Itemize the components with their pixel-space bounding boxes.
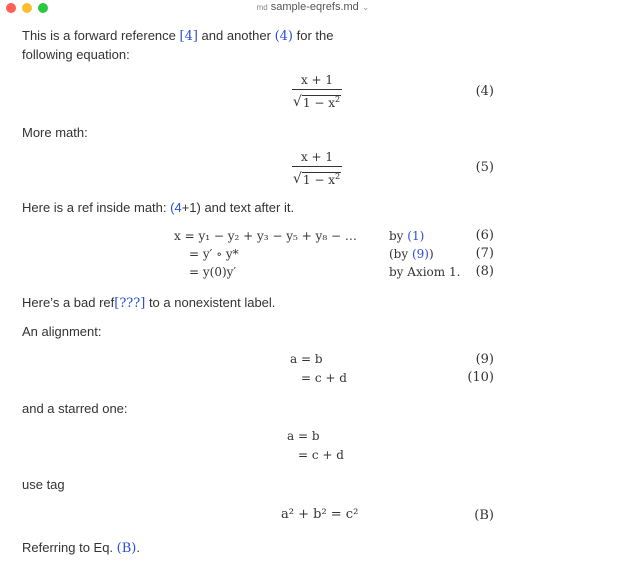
more-math-label: More math: bbox=[22, 125, 88, 140]
paragraph-forward-ref bbox=[22, 26, 352, 46]
text: Referring to Eq. bbox=[22, 540, 117, 555]
equation-tag-5: (5) bbox=[475, 160, 494, 175]
ref-link-b[interactable]: (B) bbox=[116, 541, 137, 556]
fraction-numerator: x + 1 bbox=[300, 73, 334, 87]
radicand: 1 − x bbox=[302, 96, 335, 110]
align-annotation-7 bbox=[389, 245, 434, 263]
ref-link-4-bracket[interactable]: [4] bbox=[179, 29, 198, 44]
text: ) bbox=[428, 247, 434, 261]
starred-label: and a starred one: bbox=[22, 401, 128, 416]
sqrt-icon: √ bbox=[292, 94, 302, 110]
fraction-denominator bbox=[292, 169, 342, 188]
exponent: 2 bbox=[335, 172, 341, 181]
equation-tag-8: (8) bbox=[475, 264, 494, 279]
equation-tag-4: (4) bbox=[475, 84, 494, 99]
text: (by bbox=[389, 247, 412, 261]
text: for the bbox=[292, 28, 334, 43]
title-bar bbox=[0, 0, 626, 16]
equation-tag-7: (7) bbox=[475, 246, 494, 261]
ref-link-9[interactable]: (9) bbox=[411, 247, 429, 261]
align-row-10: = c + d bbox=[301, 371, 347, 385]
align-starred-row-1: a = b bbox=[287, 429, 320, 443]
ref-link-4-paren[interactable]: (4) bbox=[274, 29, 293, 44]
text: . bbox=[136, 540, 140, 555]
paragraph-referring bbox=[22, 538, 352, 558]
equation-4 bbox=[292, 72, 342, 111]
equation-tag-9: (9) bbox=[475, 352, 494, 367]
text: Here’s a bad ref bbox=[22, 295, 115, 310]
text: by bbox=[389, 229, 408, 243]
equation-tag-label-b: (B) bbox=[474, 508, 494, 523]
text: This is a forward reference bbox=[22, 28, 180, 43]
text: and text after it. bbox=[200, 200, 295, 215]
equation-5 bbox=[292, 149, 342, 188]
align-starred-row-2: = c + d bbox=[298, 448, 344, 462]
text: to a nonexistent label. bbox=[145, 295, 276, 310]
text: +1) bbox=[181, 200, 201, 215]
text: and another bbox=[197, 28, 275, 43]
radicand: 1 − x bbox=[302, 173, 335, 187]
equation-tag-b: a² + b² = c² bbox=[281, 507, 359, 522]
equation-tag-6: (6) bbox=[475, 228, 494, 243]
paragraph-forward-ref-line2: following equation: bbox=[22, 47, 130, 62]
bad-ref-link[interactable]: [???] bbox=[114, 296, 146, 311]
paragraph-bad-ref bbox=[22, 293, 352, 313]
equation-tag-10: (10) bbox=[467, 370, 494, 385]
align-annotation-8: by Axiom 1. bbox=[389, 265, 461, 279]
align-row-8: = y(0)y′ bbox=[189, 265, 237, 279]
sqrt-icon: √ bbox=[292, 171, 302, 187]
alignment-label: An alignment: bbox=[22, 324, 102, 339]
align-row-7: = y′ ∘ y* bbox=[189, 247, 239, 261]
fraction-bar bbox=[292, 89, 342, 90]
align-annotation-6 bbox=[389, 227, 424, 245]
fraction-numerator: x + 1 bbox=[300, 150, 334, 164]
markdown-file-icon: md bbox=[256, 3, 268, 12]
ref-link-1[interactable]: (1) bbox=[407, 229, 425, 243]
text: Here is a ref inside math: bbox=[22, 200, 171, 215]
exponent: 2 bbox=[335, 95, 341, 104]
fraction-bar bbox=[292, 166, 342, 167]
use-tag-label: use tag bbox=[22, 477, 65, 492]
window-title bbox=[0, 0, 626, 15]
chevron-down-icon[interactable]: ⌄ bbox=[361, 2, 370, 12]
window-title-text: sample-eqrefs.md bbox=[270, 1, 359, 13]
fraction-denominator bbox=[292, 92, 342, 111]
paragraph-ref-inside-math bbox=[22, 198, 352, 217]
align-row-9: a = b bbox=[290, 352, 323, 366]
ref-link-4-inline[interactable]: (4 bbox=[170, 200, 182, 215]
align-row-6: x = y₁ − y₂ + y₃ − y₅ + y₈ − … bbox=[174, 229, 357, 243]
